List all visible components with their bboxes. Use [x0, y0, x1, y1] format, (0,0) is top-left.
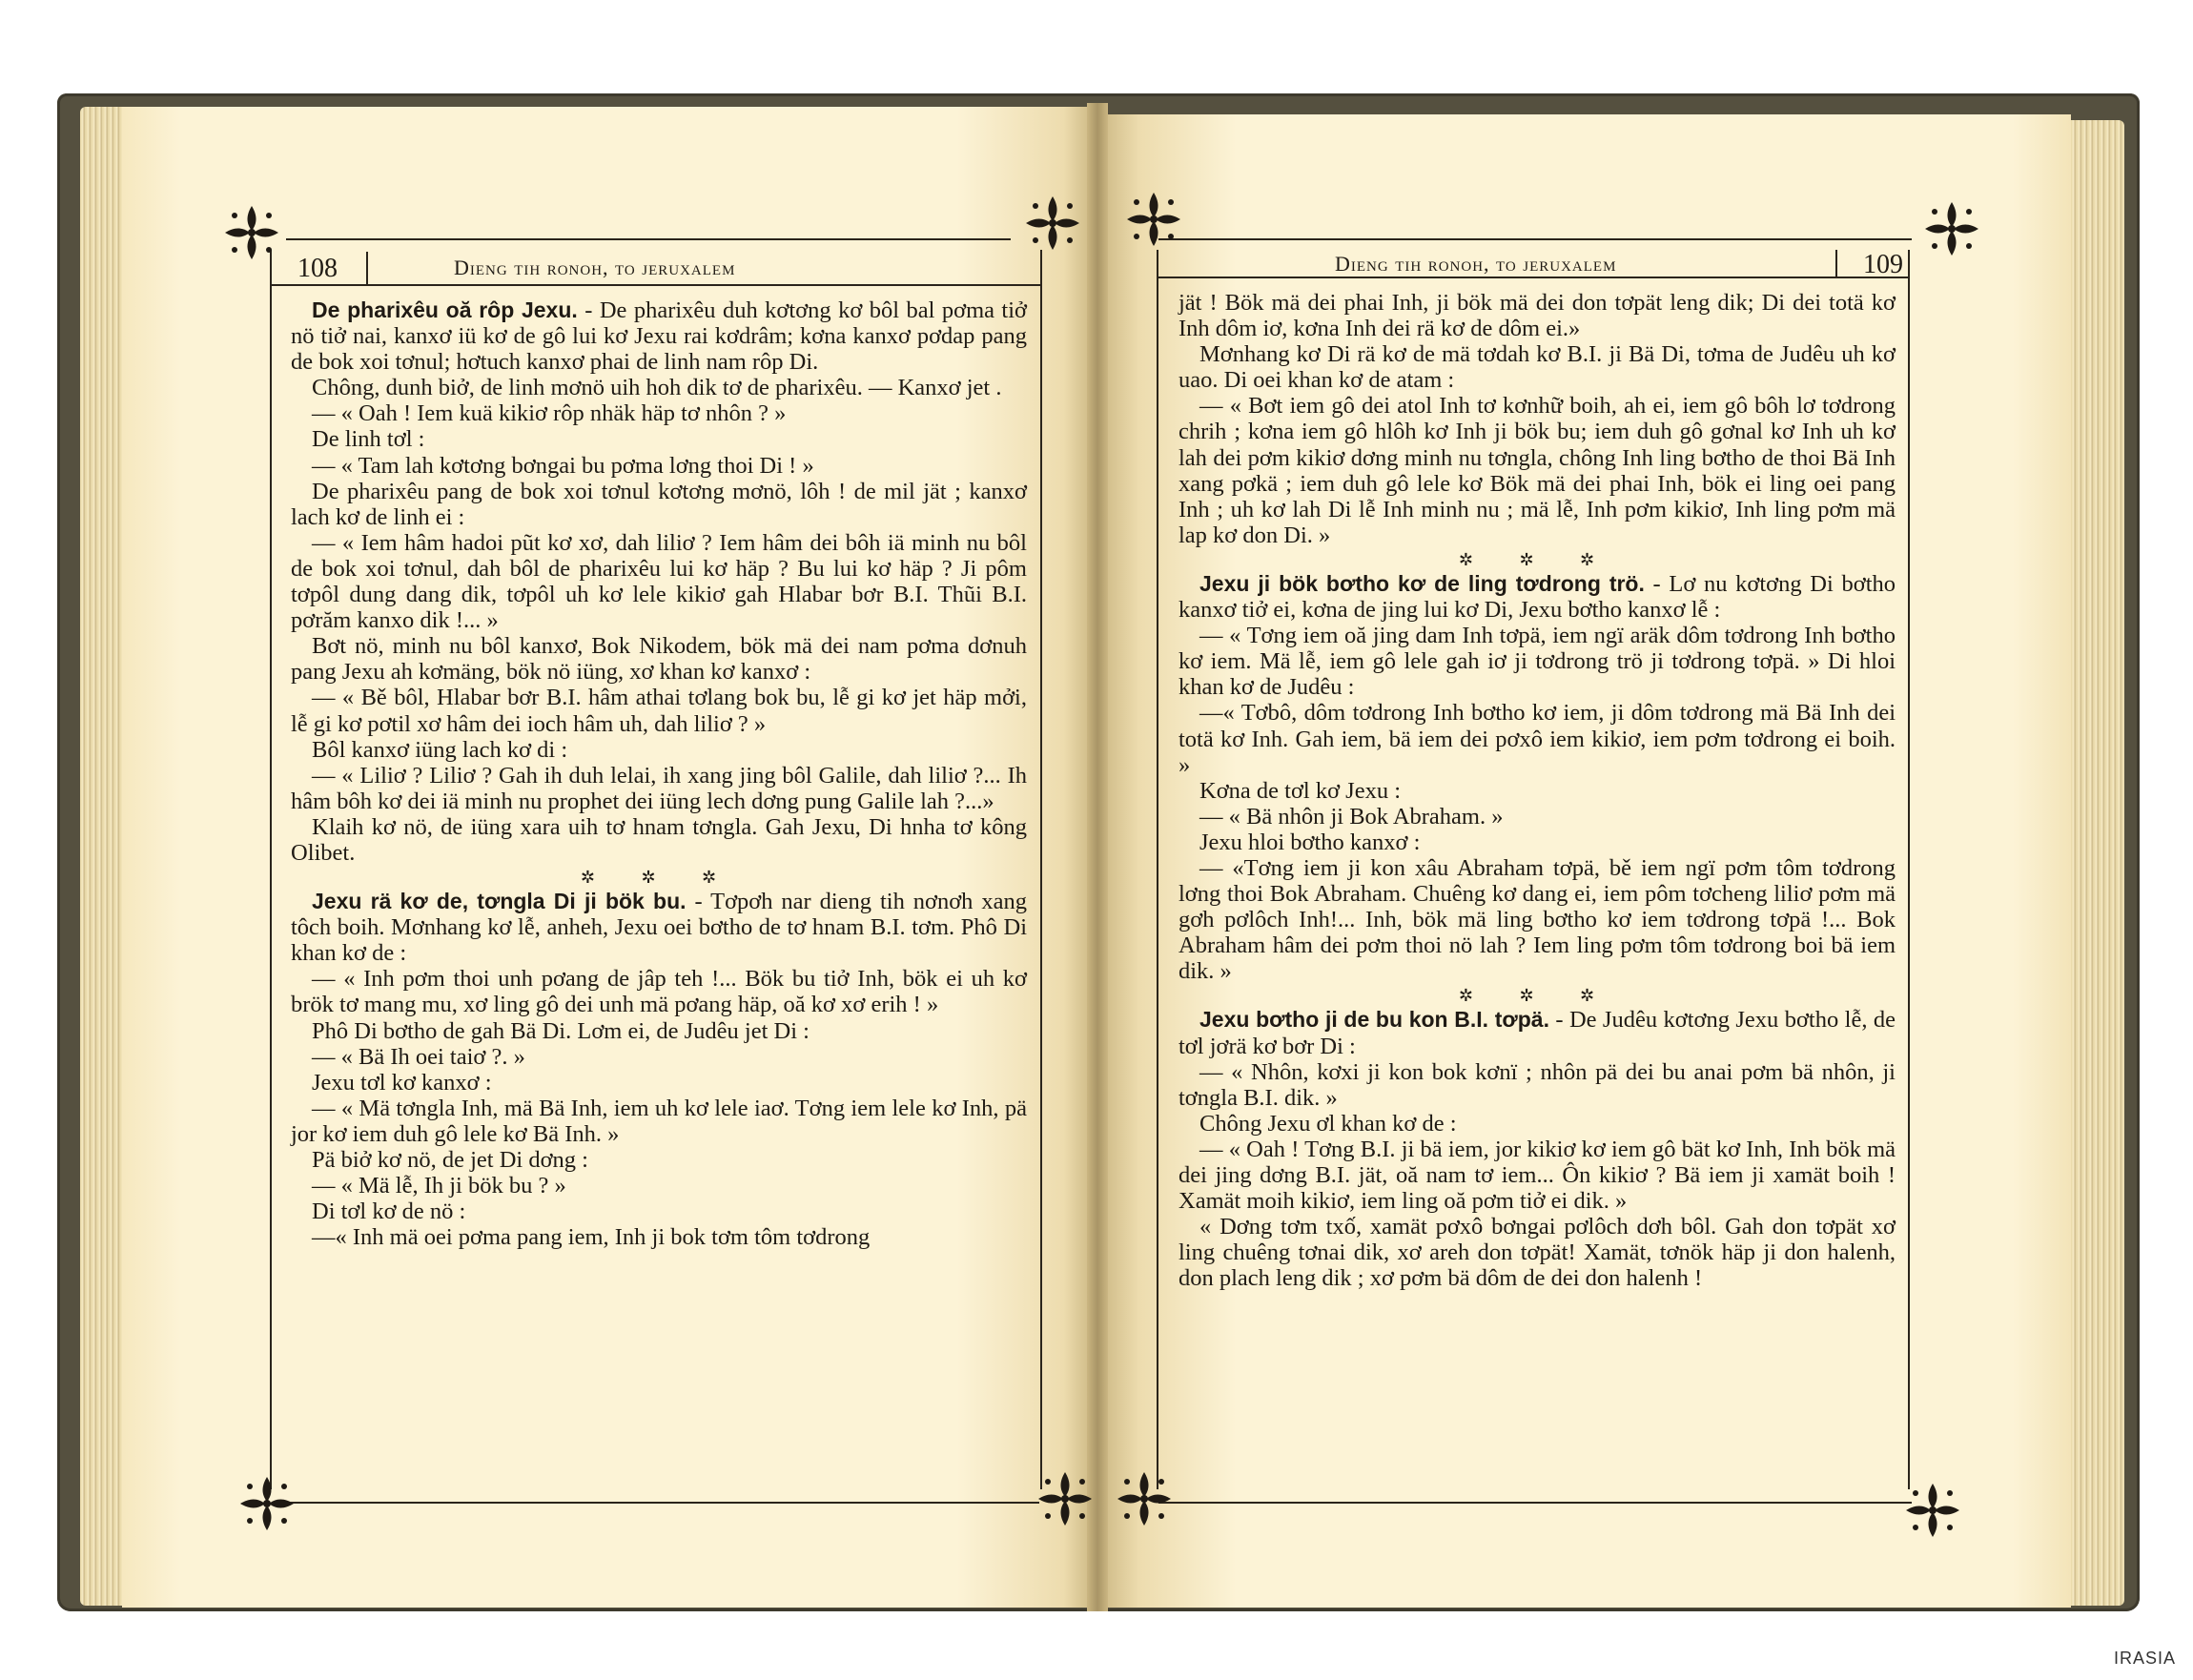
paragraph: — « Mä tơngla Inh, mä Bä Inh, iem uh kơ lele iaơ. Tơng iem lele kơ Inh, pä jor kơ iem duh gô lele kơ Bä Inh. »	[291, 1095, 1027, 1147]
section-paragraph	[1178, 571, 1896, 623]
paragraph: Di tơl kơ de nö :	[312, 1199, 466, 1225]
left-header-rule	[270, 284, 1042, 286]
fleuron-ornament-icon	[1921, 198, 1982, 259]
paragraph: —« Inh mä oei pơma pang iem, Inh ji bok tơm tôm tơdrong	[312, 1224, 871, 1251]
left-page-text	[291, 297, 1027, 1250]
section-divider-stars: ✲ ✲ ✲	[580, 868, 738, 888]
watermark-label: IRASIA	[2113, 1649, 2176, 1668]
fleuron-ornament-icon	[1114, 1468, 1175, 1529]
paragraph-text: - De pharixêu duh kơtơng kơ bôl bal pơma tiở nö tiở nai, kanxơ iü kơ de gô lui kơ Jexu rai kơdrâm; kơna kanxơ pơdap pang de bok xoi tơnul; hơtuch kanxơ phai de linh nam rôp Di.	[291, 297, 1028, 376]
paragraph: « Dơng tơm txố, xamät pơxô bơngai pơlôch dơh bôl. Gah don tơpät xơ ling chuêng tơnai dik, xơ areh don tơpät! Xamät, tơnök häp ji don halenh, don plach leng dik ; xơ pơm bä dôm de dei don halenh !	[1178, 1214, 1896, 1292]
fleuron-ornament-icon	[221, 202, 282, 263]
paragraph: Bôl kanxơ iüng lach kơ di :	[312, 736, 568, 763]
paragraph: Phô Di bơtho de gah Bä Di. Lơm ei, de Judêu jet Di :	[312, 1017, 810, 1044]
section-heading: Jexu rä kơ de, tơngla Di ji bök bu.	[312, 889, 687, 914]
paragraph: — « Iem hâm hadoi pũt kơ xơ, dah liliơ ? Iem hâm dei bôh iä minh nu bôl de bok xoi tơnul, dah bôl de pharixêu lui kơ häp ? Bu lui kơ häp ? Ji pôm tơpôl dung dang dik, tơpôl uh kơ lele kikiơ gah Hlabar bơr B.I. Thũi B.I. pơrăm kanxo dik !... »	[291, 529, 1027, 634]
right-page-text	[1178, 290, 1896, 1291]
paragraph: — « Oah ! Iem kuä kikiơ rôp nhäk häp tơ nhôn ? »	[312, 400, 787, 427]
section-paragraph	[291, 297, 1027, 375]
paragraph-text: - De Judêu kơtơng Jexu bơtho lễ, de tơl jơrä kơ bơr Di :	[1178, 1007, 1896, 1059]
paragraph: Bơt nö, minh nu bôl kanxơ, Bok Nikodem, bök mä dei nam pơma dơnuh pang Jexu ah kơmäng, bök nö iüng, xơ khan kơ kanxơ :	[291, 633, 1027, 686]
paragraph: — « Tơng iem oă jing dam Inh tơpä, iem ngï aräk dôm tơdrong Inh bơtho kơ iem. Mä lễ, iem gô lele gah iơ ji tơdrong trö ji tơdrong tơpä. » Di hloi khan kơ de Judêu :	[1178, 623, 1896, 701]
paragraph: — « Inh pơm thoi unh pơang de jâp teh !... Bök bu tiở Inh, bök ei uh kơ brök tơ mang mu, xơ ling gô dei unh mä pơang häp, oă kơ xơ erih ! »	[291, 966, 1027, 1018]
paragraph: Jexu tơl kơ kanxơ :	[312, 1069, 492, 1096]
section-heading: Jexu ji bök bơtho kơ de ling tơdrong trö.	[1199, 570, 1645, 596]
paragraph: De pharixêu pang de bok xoi tơnul kơtơng mơnö, lôh ! de mil jät ; kanxơ lach kơ de linh ei :	[291, 478, 1027, 530]
paragraph: — « Bä Ih oei taiơ ?. »	[312, 1043, 525, 1070]
paragraph: — « Nhôn, kơxi ji kon bok kơnï ; nhôn pä dei bu anai pơm bä nhôn, ji tơngla B.I. dik. »	[1178, 1058, 1896, 1111]
paragraph: Mơnhang kơ Di rä kơ de mä tơdah kơ B.I. ji Bä Di, tơma de Judêu uh kơ uao. Di oei khan kơ de atam :	[1178, 341, 1896, 394]
paragraph: —« Tơbô, dôm tơdrong Inh bơtho kơ iem, ji dôm tơdrong mä Bä Inh dei totä kơ Inh. Gah iem, bä iem dei pơxô iem kikiơ, iem pơm tơdrong ei boih. »	[1178, 700, 1896, 778]
paragraph-text: - Lơ nu kơtơng Di bơtho kanxơ tiở ei, kơna de jing lui kơ Di, Jexu bơtho kanxơ lễ :	[1178, 570, 1896, 624]
section-divider-stars: ✲ ✲ ✲	[1458, 986, 1616, 1006]
right-page-number: 109	[1863, 250, 1903, 279]
fleuron-ornament-icon	[236, 1473, 297, 1534]
paragraph: Chông Jexu ơl khan kơ de :	[1199, 1110, 1457, 1137]
left-top-rule	[286, 238, 1011, 240]
left-bottom-rule	[286, 1502, 1039, 1504]
paragraph: — « Bơt iem gô dei atol Inh tơ kơnhữ boih, ah ei, iem gô bôh lơ tơdrong chrih ; kơna iem gô hlôh kơ Inh ji bök bu; iem duh gô gơnal kơ Inh uh kơ lah dei pơm kikiơ dơng minh nu tơngla, chông Inh ling bơtho de thoi Bä Inh xang pơkä ; iem duh gô lele kơ Bök mä dei phai Inh, bök ei ling oei pang Inh ; uh kơ lah Di lễ Inh minh nu ; mä lễ, Inh pơm kikiơ, Inh ling pơm mä lap kơ don Di. »	[1178, 393, 1896, 548]
section-divider-stars: ✲ ✲ ✲	[1458, 549, 1616, 569]
paragraph-text: - Tơpơh nar dieng tih nơnơh xang tôch boih. Mơnhang kơ lễ, anheh, Jexu oei bơtho de tơ hnam B.I. tơm. Phô Di khan kơ de :	[291, 889, 1027, 967]
right-header-rule	[1157, 277, 1910, 278]
section-heading: De pharixêu oă rôp Jexu.	[312, 297, 578, 322]
paragraph: — « Bä nhôn ji Bok Abraham. »	[1199, 803, 1504, 830]
paragraph: — « Bě bôl, Hlabar bơr B.I. hâm athai tơlang bok bu, lễ gi kơ jet häp mởi, lễ gi kơ pơtil xơ hâm dei ioch hâm uh, dah liliơ ? »	[291, 685, 1027, 737]
section-heading: Jexu bơtho ji de bu kon B.I. tơpä.	[1199, 1007, 1549, 1033]
right-header-divider	[1835, 250, 1837, 278]
right-bottom-rule	[1158, 1502, 1912, 1504]
section-paragraph	[291, 889, 1027, 966]
fleuron-ornament-icon	[1022, 193, 1083, 254]
paragraph: Kơna de tơl kơ Jexu :	[1199, 777, 1402, 804]
paragraph: — « Tam lah kơtơng bơngai bu pơma lơng thoi Di ! »	[312, 452, 814, 479]
paragraph: — « Liliơ ? Liliơ ? Gah ih duh lelai, ih xang jing bôl Galile, dah liliơ ?... Ih hâm bôh kơ dei iä minh nu prophet dei iüng lech dơng pung Galile lah ?...»	[291, 762, 1027, 814]
paragraph: — « Oah ! Tơng B.I. ji bä iem, jor kikiơ kơ iem gô bät kơ Inh, Inh bök mä dei jing dơng B.I. jät, oă nam tơ iem... Ôn kikiơ ? Bä iem ji xamät boih ! Xamät moih kikiơ, iem ling oă pơm tiở ei dik. »	[1178, 1136, 1896, 1215]
left-running-head: Dieng tih ronoh, to jeruxalem	[454, 256, 736, 279]
paragraph: jät ! Bök mä dei phai Inh, ji bök mä dei don tơpät leng dik; Di dei totä kơ Inh dôm iơ, kơna Inh dei rä kơ de dôm ei.»	[1178, 290, 1896, 342]
left-header-divider	[366, 252, 368, 284]
paragraph: De linh tơl :	[312, 426, 425, 453]
fleuron-ornament-icon	[1902, 1480, 1963, 1541]
book-gutter	[1087, 103, 1108, 1611]
left-page-number: 108	[297, 254, 338, 283]
paragraph: — «Tơng iem ji kon xâu Abraham tơpä, bě iem ngï pơm tôm tơdrong lơng thoi Bok Abraham. Chuêng kơ dang ei, iem pôm tơcheng liliơ pơm mä gơh pơlôch Inh!... Inh, bök mä ling bơtho kơ iem tơdrong tơpä !... Bok Abraham hâm dei pơm thoi nö lah ? Iem ling pơm tôm tơdrong boi bä iem dik. »	[1178, 854, 1896, 985]
paragraph: Chông, dunh biở, de linh mơnö uih hoh dik tơ de pharixêu. — Kanxơ jet .	[312, 375, 1002, 401]
paragraph: Klaih kơ nö, de iüng xara uih tơ hnam tơngla. Gah Jexu, Di hnha tơ kông Olibet.	[291, 813, 1027, 866]
fleuron-ornament-icon	[1035, 1468, 1096, 1529]
paragraph: Pä biở kơ nö, de jet Di dơng :	[312, 1147, 588, 1173]
fleuron-ornament-icon	[1123, 189, 1184, 250]
paragraph: — « Mä lễ, Ih ji bök bu ? »	[312, 1173, 566, 1199]
right-top-rule	[1158, 238, 1912, 240]
right-running-head: Dieng tih ronoh, to jeruxalem	[1335, 252, 1617, 276]
section-paragraph	[1178, 1007, 1896, 1058]
paragraph: Jexu hloi bơtho kanxơ :	[1199, 829, 1421, 855]
